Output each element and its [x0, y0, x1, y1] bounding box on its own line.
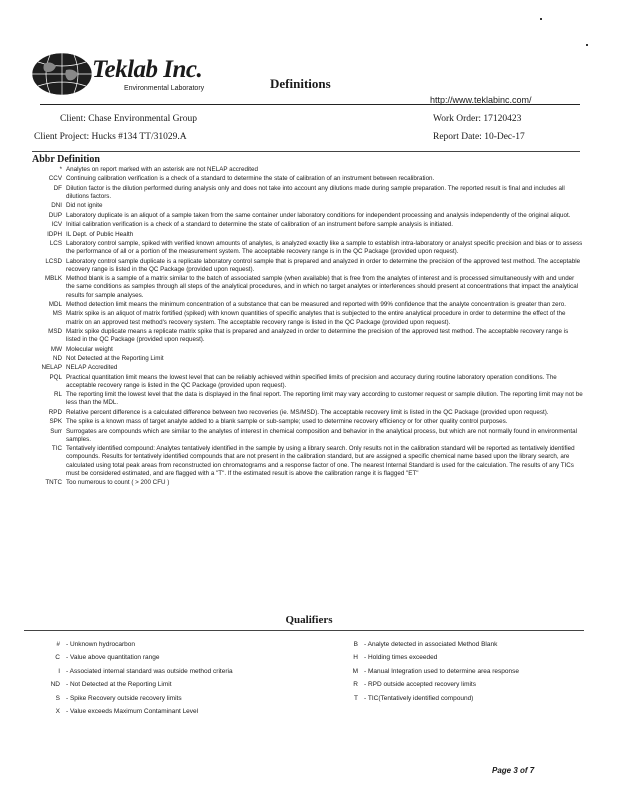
client-value: Chase Environmental Group	[88, 114, 197, 124]
definition-row	[24, 355, 584, 363]
definition-abbr: TNTC	[45, 479, 62, 487]
definition-text: Not Detected at the Reporting Limit	[66, 354, 164, 362]
definition-text: Matrix spike duplicate means a replicate matrix spike that is prepared and analyzed in order to determine the precision of the approved test method. The acceptable recovery range is listed in the QC Package (provided upon request).	[66, 327, 569, 344]
report-date-label: Report Date:	[433, 132, 482, 142]
company-subtitle: Environmental Laboratory	[124, 85, 205, 92]
definition-text: Matrix spike is an aliquot of matrix fortified (spiked) with known quantities of specific analytes that is subjected to the entire analytical procedure in order to determine the effect of the matrix on an approved test method's recovery system. The acceptable recovery range is listed in the QC Package (provided upon request).	[66, 310, 566, 326]
project-value: Hucks #134 TT/31029.A	[91, 132, 187, 142]
definition-text: The spike is a known mass of target analyte added to a blank sample or sub-sample; used to determine recovery efficiency or for other quality control purposes.	[66, 418, 508, 426]
qualifier-text: - Holding times exceeded	[364, 654, 438, 662]
definition-row	[24, 418, 584, 426]
qualifier-code: X	[55, 708, 60, 716]
qualifier-text: - Not Detected at the Reporting Limit	[66, 681, 172, 689]
definition-text: Laboratory duplicate is an aliquot of a sample taken from the same container under laboratory conditions for independent processing and analysis independently of the original aliquot.	[66, 211, 571, 219]
definitions-list	[24, 166, 584, 489]
qualifiers-divider	[24, 630, 584, 631]
definition-row	[24, 275, 584, 300]
page-number: Page 3 of 7	[492, 766, 535, 775]
qualifier-row	[32, 665, 302, 678]
qualifier-text: - Value exceeds Maximum Contaminant Level	[66, 708, 199, 716]
definitions-heading: Abbr Definition	[32, 154, 100, 165]
definition-row	[24, 391, 584, 407]
qualifier-text: - Associated internal standard was outside method criteria	[66, 667, 233, 675]
definition-abbr: MS	[52, 310, 62, 318]
definition-abbr: RL	[54, 391, 62, 399]
definition-abbr: CCV	[48, 175, 62, 183]
definition-row	[24, 364, 584, 372]
definition-row	[24, 301, 584, 309]
definition-row	[24, 231, 584, 239]
report-date-value: 10-Dec-17	[484, 132, 525, 142]
definition-text: Did not ignite	[66, 202, 103, 210]
qualifier-code: C	[55, 654, 60, 662]
definition-text: Surrogates are compounds which are similar to the analytes of interest in chemical composition and behavior in the analytical process, but which are not normally found in environmental samples.	[66, 427, 578, 443]
qualifier-code: #	[56, 641, 60, 648]
definition-abbr: ND	[52, 354, 62, 362]
qualifier-row	[330, 678, 590, 691]
definition-abbr: SPK	[49, 418, 62, 426]
qualifier-code: T	[354, 694, 358, 702]
report-date-line	[433, 132, 525, 142]
project-line	[34, 132, 187, 142]
qualifier-row	[330, 665, 590, 678]
qualifier-code: R	[353, 681, 358, 689]
definition-text: IL Dept. of Public Health	[66, 230, 134, 238]
definition-abbr: MW	[50, 345, 62, 353]
definition-abbr: LCSD	[45, 257, 62, 265]
globe-icon	[30, 50, 94, 98]
header-divider	[40, 104, 580, 105]
qualifier-text: - Unknown hydrocarbon	[66, 641, 136, 648]
definition-row	[24, 346, 584, 354]
definition-text: Practical quantitation limit means the lowest level that can be reliably achieved within specified limits of precision and accuracy during routine laboratory operation conditions. The acceptable recovery range is listed in the QC Package (provided upon request).	[66, 373, 557, 389]
qualifier-row	[330, 638, 590, 651]
qualifier-row	[32, 651, 302, 664]
definition-text: Tentatively identified compound: Analytes tentatively identified in the sample by using a library search. Only results not in the calibration standard will be reported as tentatively identified compounds. Results for tentatively identified compounds that are not present in the calibration standard, but are assigned a specific chemical name based upon the library search, are calculated using total peak areas from reconstructed ion chromatograms and a response factor of one. The nearest Internal Standard is used for the calculation. The results of any TICs must be considered estimated, and are flagged with a "T". If the estimated result is above the calibration range it is flagged "ET"	[66, 445, 575, 477]
definition-abbr: TIC	[51, 445, 62, 453]
company-logo	[30, 50, 205, 100]
definition-row	[24, 258, 584, 274]
definition-abbr: DNI	[51, 202, 62, 210]
definition-row	[24, 479, 584, 487]
definition-abbr: Surr	[50, 427, 62, 435]
definition-text: Analytes on report marked with an asterisk are not NELAP accredited	[66, 166, 258, 173]
definition-row	[24, 374, 584, 390]
definition-row	[24, 212, 584, 220]
definition-abbr: MSD	[48, 327, 62, 335]
qualifier-text: - TIC(Tentatively identified compound)	[364, 694, 474, 702]
definition-row	[24, 310, 584, 326]
qualifier-row	[32, 705, 302, 718]
definition-abbr: DF	[53, 184, 62, 192]
qualifier-code: H	[353, 654, 358, 662]
definition-abbr: NELAP	[41, 364, 62, 372]
definition-row	[24, 175, 584, 183]
qualifiers-right-column	[330, 638, 590, 705]
definition-abbr: RPD	[48, 408, 62, 416]
website-link[interactable]: http://www.teklabinc.com/	[430, 95, 532, 105]
qualifier-row	[32, 638, 302, 651]
definition-text: Method blank is a sample of a matrix similar to the batch of associated sample (when available) that is free from the analytes of interest and is processed simultaneously with and under the same conditions as samples through all steps of the analytical procedures, and in which no target analytes or interferences should present at concentrations that impact the analytical results for sample analyses.	[66, 275, 579, 299]
work-order-label: Work Order:	[433, 114, 482, 124]
qualifier-code: I	[58, 667, 60, 675]
work-order-value: 17120423	[483, 114, 522, 124]
definition-abbr: MBLK	[44, 275, 62, 283]
qualifier-text: - Value above quantitation range	[66, 654, 160, 662]
qualifier-code: M	[352, 667, 358, 675]
scan-speck	[586, 44, 588, 46]
definitions-divider	[32, 151, 580, 152]
definition-row	[24, 328, 584, 344]
definition-row	[24, 445, 584, 478]
qualifier-code: S	[55, 694, 60, 702]
company-name: Teklab Inc.	[92, 56, 203, 83]
qualifier-text: - RPD outside accepted recovery limits	[364, 681, 476, 689]
definition-text: Laboratory control sample, spiked with verified known amounts of analytes, is analyzed exactly like a sample to establish intra-laboratory or analyst specific precision and bias or to assess the performance of all or a portion of the measurement system. The acceptable recovery range is in the QC Package (provided upon request).	[66, 239, 583, 256]
definition-row	[24, 185, 584, 201]
definition-row	[24, 221, 584, 229]
qualifiers-left-column	[32, 638, 302, 718]
definition-text: The reporting limit the lowest level that the data is displayed in the final report. The reporting limit may vary according to customer request or sample dilution. The reporting limit may not be less than the MDL.	[66, 391, 583, 407]
qualifier-code: ND	[50, 681, 60, 689]
work-order-line	[433, 114, 521, 124]
qualifier-text: - Analyte detected in associated Method Blank	[364, 641, 498, 648]
definition-abbr: *	[59, 166, 62, 173]
definition-text: NELAP Accredited	[66, 364, 118, 372]
qualifier-row	[330, 692, 590, 705]
definition-abbr: DUP	[48, 211, 62, 219]
definition-abbr: ICV	[51, 221, 62, 229]
definition-row	[24, 240, 584, 256]
definition-abbr: PQL	[49, 373, 62, 381]
definition-text: Continuing calibration verification is a check of a standard to determine the state of calibration of an instrument between recalibration.	[66, 175, 435, 183]
definition-row	[24, 409, 584, 417]
definition-abbr: LCS	[49, 239, 62, 247]
qualifier-row	[32, 692, 302, 705]
definition-abbr: MDL	[48, 300, 62, 308]
qualifiers-heading: Qualifiers	[285, 614, 333, 626]
definition-text: Method detection limit means the minimum concentration of a substance that can be measured and reported with 99% confidence that the analyte concentration is greater than zero.	[66, 300, 566, 308]
definition-row	[24, 202, 584, 210]
definition-row	[24, 166, 584, 174]
definition-row	[24, 428, 584, 444]
qualifier-text: - Spike Recovery outside recovery limits	[66, 694, 182, 702]
qualifier-row	[32, 678, 302, 691]
client-line	[60, 114, 197, 124]
qualifier-row	[330, 651, 590, 664]
definition-text: Dilution factor is the dilution performed during analysis only and does not take into account any dilutions made during sample preparation. The reported result is final and includes all dilutions factors.	[66, 184, 565, 200]
page-title: Definitions	[270, 76, 331, 91]
definition-text: Laboratory control sample duplicate is a replicate laboratory control sample that is prepared and analyzed in order to determine the precision of the approved test method. The acceptable recovery range is listed in the QC Package (provided upon request).	[66, 257, 581, 273]
definition-text: Initial calibration verification is a check of a standard to determine the state of calibration of an instrument before sample analysis is initiated.	[66, 221, 454, 229]
scan-speck	[540, 18, 542, 20]
qualifier-text: - Manual Integration used to determine area response	[364, 667, 520, 675]
project-label: Client Project:	[34, 132, 90, 142]
definition-text: Too numerous to count ( > 200 CFU )	[66, 479, 170, 487]
definition-abbr: IDPH	[47, 230, 62, 238]
definition-text: Molecular weight	[66, 345, 113, 353]
client-label: Client:	[60, 114, 86, 124]
definition-text: Relative percent difference is a calculated difference between two recoveries (ie. MS/MSD). The acceptable recovery limit is listed in the QC Package (provided upon request).	[66, 408, 549, 416]
qualifier-code: B	[353, 641, 358, 648]
